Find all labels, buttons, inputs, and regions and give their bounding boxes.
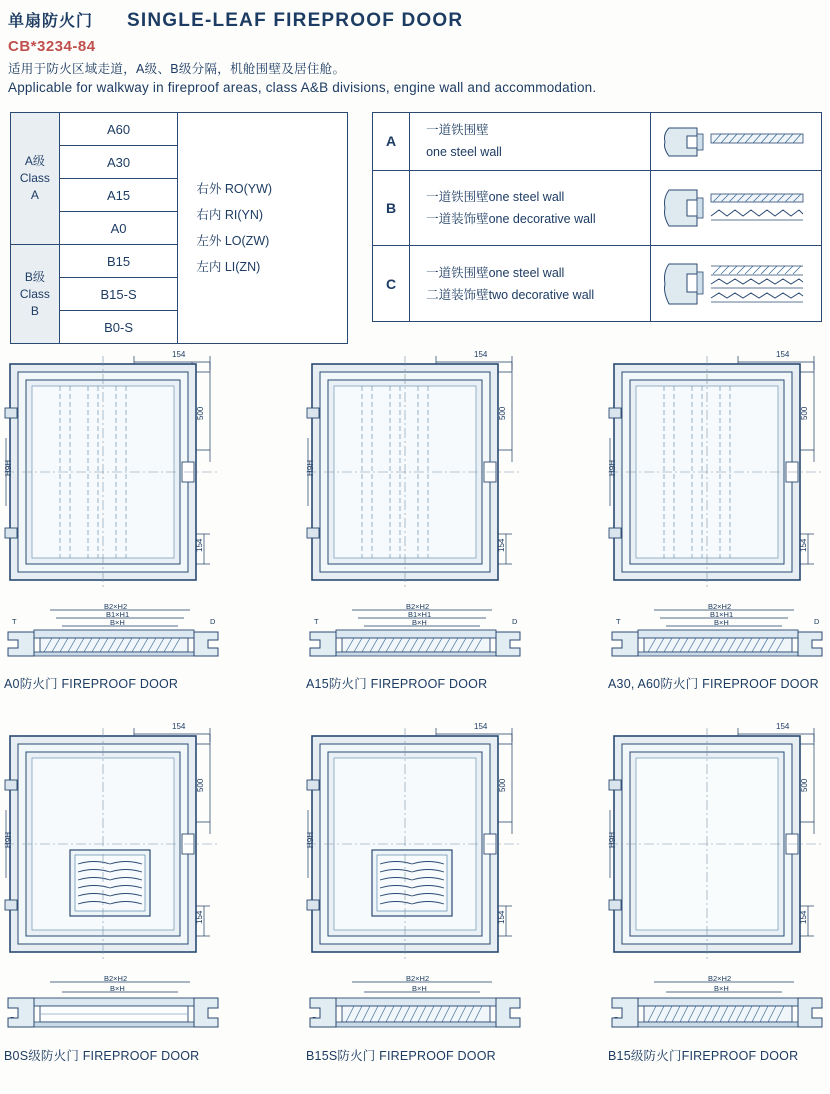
wall-type-desc-b: [410, 170, 651, 246]
svg-text:B1×H1: B1×H1: [710, 610, 734, 619]
grade-a15: A15: [59, 179, 178, 212]
figure-a30-a60-caption: A30, A60防火门 FIREPROOF DOOR: [608, 677, 819, 691]
figure-b0s: [4, 714, 280, 1086]
grade-b15: B15: [59, 245, 178, 278]
figure-b15s: [306, 714, 582, 1086]
svg-text:B×H: B×H: [412, 618, 427, 627]
figure-a0-elevation: [4, 342, 274, 600]
figure-b15s-section: [306, 972, 576, 1044]
handing-option-lo: 左外 LO(ZW): [196, 234, 270, 248]
figure-b15s-caption: B15S防火门 FIREPROOF DOOR: [306, 1049, 496, 1063]
svg-text:154: 154: [776, 350, 790, 359]
figure-b15-section: [608, 972, 830, 1044]
svg-text:500: 500: [498, 406, 507, 420]
svg-text:H9H: H9H: [306, 831, 315, 848]
svg-text:B1×H1: B1×H1: [106, 610, 130, 619]
svg-text:D: D: [814, 617, 820, 626]
grade-a60: A60: [59, 113, 178, 146]
page-header: [8, 8, 820, 95]
wall-type-c-line-2: 二道装饰壁two decorative wall: [426, 287, 595, 302]
svg-text:154: 154: [799, 538, 808, 552]
drawings-grid: [0, 342, 830, 1086]
class-b-line-3: B: [30, 303, 39, 318]
svg-text:154: 154: [474, 722, 488, 731]
wall-type-b-line-1: 一道铁围壁one steel wall: [426, 189, 565, 204]
spec-tables: [10, 112, 822, 335]
svg-text:B2×H2: B2×H2: [406, 602, 430, 611]
svg-text:500: 500: [800, 778, 809, 792]
svg-text:T: T: [616, 617, 621, 626]
figure-a30-a60-elevation: [608, 342, 830, 600]
svg-text:H9H: H9H: [4, 459, 13, 476]
svg-text:B×H: B×H: [110, 618, 125, 627]
figure-a15: [306, 342, 582, 714]
wall-type-b-figure: [650, 170, 821, 246]
table-row: [11, 113, 348, 146]
figure-a30-a60-section: [608, 600, 830, 672]
figure-b15-caption: B15级防火门FIREPROOF DOOR: [608, 1049, 799, 1063]
svg-text:500: 500: [196, 406, 205, 420]
class-a-label: [11, 113, 60, 245]
handing-option-ro: 右外 RO(YW): [196, 182, 273, 196]
figure-b0s-section: [4, 972, 274, 1044]
svg-text:154: 154: [497, 910, 506, 924]
svg-text:B2×H2: B2×H2: [104, 974, 128, 983]
svg-text:500: 500: [800, 406, 809, 420]
svg-text:154: 154: [172, 722, 186, 731]
svg-text:B×H: B×H: [412, 984, 427, 993]
wall-type-a-line-1: 一道铁围壁: [426, 123, 489, 138]
wall-type-a-figure: [650, 113, 821, 171]
wall-type-c-figure: [650, 246, 821, 322]
handing-option-li: 左内 LI(ZN): [196, 260, 261, 274]
class-a-line-3: A: [30, 188, 39, 202]
wall-type-desc-c: [410, 246, 651, 322]
wall-type-letter-b: B: [373, 170, 410, 246]
handing-option-ri: 右内 RI(YN): [196, 208, 264, 222]
figure-a15-section: [306, 600, 576, 672]
svg-text:154: 154: [799, 910, 808, 924]
drawings-row-1: [0, 342, 830, 714]
svg-text:B×H: B×H: [110, 984, 125, 993]
figure-b15-elevation: [608, 714, 830, 972]
class-grade-table: [10, 112, 348, 344]
figure-a15-caption: A15防火门 FIREPROOF DOOR: [306, 677, 488, 691]
page-title-cn: 单扇防火门: [8, 13, 94, 30]
figure-a0-section: [4, 600, 274, 672]
class-b-line-1: B级: [24, 269, 45, 284]
svg-text:B×H: B×H: [714, 618, 729, 627]
svg-text:T: T: [12, 617, 17, 626]
page-title-en: SINGLE-LEAF FIREPROOF DOOR: [127, 10, 464, 31]
svg-text:H9H: H9H: [608, 459, 617, 476]
class-b-line-2: Class: [19, 286, 50, 301]
figure-a0: [4, 342, 280, 714]
svg-text:500: 500: [196, 778, 205, 792]
wall-type-c-line-1: 一道铁围壁one steel wall: [426, 265, 565, 280]
wall-type-a-line-2: one steel wall: [426, 145, 502, 160]
drawings-row-2: [0, 714, 830, 1086]
wall-type-table: [372, 112, 822, 322]
svg-text:154: 154: [172, 350, 186, 359]
wall-type-b-line-2: 一道装饰壁one decorative wall: [426, 211, 596, 226]
figure-a30-a60: [608, 342, 830, 714]
title-row: [8, 8, 820, 32]
description-cn: 适用于防火区域走道，A级、B级分隔，机舱围壁及居住舱。: [8, 62, 346, 76]
figure-b15s-elevation: [306, 714, 576, 972]
svg-text:T: T: [314, 617, 319, 626]
svg-text:B2×H2: B2×H2: [708, 974, 732, 983]
grade-a30: A30: [59, 146, 178, 179]
class-a-line-2: Class: [19, 171, 50, 185]
class-b-label: [11, 245, 60, 344]
figure-b0s-elevation: [4, 714, 274, 972]
figure-a15-elevation: [306, 342, 576, 600]
svg-text:D: D: [512, 617, 518, 626]
wall-type-letter-c: C: [373, 246, 410, 322]
svg-text:D: D: [210, 617, 216, 626]
svg-text:H9H: H9H: [306, 459, 315, 476]
wall-type-desc-a: [410, 113, 651, 171]
description-en: Applicable for walkway in fireproof areas, class A&B divisions, engine wall and accommodation.: [8, 80, 597, 95]
figure-a0-caption: A0防火门 FIREPROOF DOOR: [4, 677, 179, 691]
table-row: [373, 246, 822, 322]
svg-text:H9H: H9H: [608, 831, 617, 848]
grade-a0: A0: [59, 212, 178, 245]
grade-b0s: B0-S: [59, 311, 178, 344]
svg-text:B2×H2: B2×H2: [708, 602, 732, 611]
handing-options-cell: [178, 113, 348, 344]
figure-b15: [608, 714, 830, 1086]
svg-text:B1×H1: B1×H1: [408, 610, 432, 619]
svg-text:154: 154: [474, 350, 488, 359]
svg-text:154: 154: [497, 538, 506, 552]
svg-text:154: 154: [195, 910, 204, 924]
table-row: [373, 113, 822, 171]
svg-text:B2×H2: B2×H2: [406, 974, 430, 983]
svg-text:154: 154: [776, 722, 790, 731]
svg-text:500: 500: [498, 778, 507, 792]
svg-text:B2×H2: B2×H2: [104, 602, 128, 611]
svg-text:H9H: H9H: [4, 831, 13, 848]
figure-b0s-caption: B0S级防火门 FIREPROOF DOOR: [4, 1049, 200, 1063]
svg-text:154: 154: [195, 538, 204, 552]
class-a-line-1: A级: [24, 154, 45, 168]
standard-code: CB*3234-84: [8, 38, 96, 55]
table-row: [373, 170, 822, 246]
svg-text:B×H: B×H: [714, 984, 729, 993]
wall-type-letter-a: A: [373, 113, 410, 171]
grade-b15s: B15-S: [59, 278, 178, 311]
